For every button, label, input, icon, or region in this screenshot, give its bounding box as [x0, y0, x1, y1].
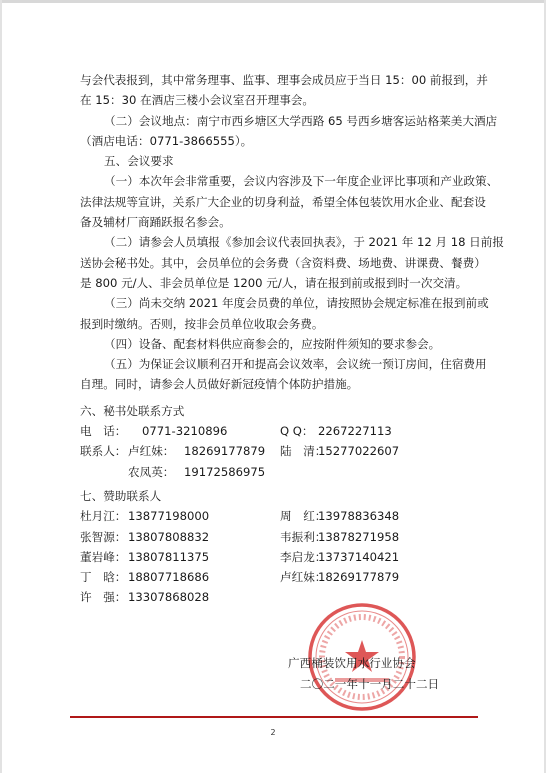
- sponsor-name: 杜月江：: [80, 509, 127, 524]
- sponsor-name: 李启龙：: [280, 549, 327, 564]
- sponsor-name: 韦振利：: [280, 529, 327, 544]
- body-line: （三）尚未交纳 2021 年度会员费的单位，请按照协会规定标准在报到前或: [104, 296, 489, 311]
- sponsor-phone: 13878271958: [318, 529, 400, 544]
- body-line: （一）本次年会非常重要，会议内容涉及下一年度企业评比事项和产业政策、: [104, 174, 499, 189]
- body-line: 送协会秘书处。其中，会员单位的会务费（含资料费、场地费、讲课费、餐费）: [80, 255, 486, 270]
- sponsor-phone: 13877198000: [128, 509, 210, 524]
- sponsor-phone: 13307868028: [128, 590, 210, 605]
- body-line: （二）请参会人员填报《参加会议代表回执表》，于 2021 年 12 月 18 日前报: [104, 235, 504, 250]
- sponsor-phone: 18807718686: [128, 570, 210, 585]
- sponsor-phone: 13807811375: [128, 549, 210, 564]
- sponsor-phone: 18269177879: [318, 570, 400, 585]
- contact-name: 农凤英：: [128, 464, 175, 479]
- sponsor-name: 董岩峰：: [80, 549, 127, 564]
- phone-label: 电 话：: [80, 424, 127, 439]
- body-line: 与会代表报到，其中常务理事、监事、理事会成员应于当日 15：00 前报到，并: [80, 73, 488, 87]
- body-line: 备及辅材厂商踊跃报名参会。: [80, 215, 231, 230]
- contact-name: 陆 清：: [280, 444, 327, 459]
- sponsor-phone: 13737140421: [318, 549, 400, 564]
- sponsor-name: 丁 晗：: [80, 570, 127, 585]
- body-line: 自理。同时，请参会人员做好新冠疫情个体防护措施。: [80, 377, 359, 392]
- sponsor-name: 张智源：: [80, 529, 127, 544]
- contact-phone: 15277022607: [318, 444, 400, 459]
- section-heading-5: 五、会议要求: [104, 154, 174, 169]
- sponsor-row: [80, 506, 480, 526]
- body-line: （五）为保证会议顺利召开和提高会议效率，会议统一预订房间，住宿费用: [104, 357, 487, 372]
- page-edge-left: [0, 0, 2, 773]
- sponsor-row: [80, 567, 480, 587]
- secretariat-contact-row: [80, 441, 480, 461]
- qq-value: 2267227113: [318, 424, 392, 439]
- signature-date: 二〇二一年十一月二十二日: [300, 677, 440, 691]
- sponsor-name: 周 红：: [280, 509, 327, 524]
- phone-value: 0771-3210896: [142, 424, 228, 439]
- signature-organization: 广西桶装饮用水行业协会: [288, 656, 416, 670]
- body-line: （二）会议地点：南宁市西乡塘区大学西路 65 号西乡塘客运站格莱美大酒店: [104, 113, 498, 128]
- sponsor-phone: 13807808832: [128, 529, 210, 544]
- document-body: [80, 70, 504, 608]
- secretariat-phone-row: [80, 421, 480, 441]
- qq-label: Q Q：: [280, 424, 314, 439]
- sponsor-row: [80, 547, 480, 567]
- body-line: 报到时缴纳。否则，按非会员单位收取会务费。: [80, 316, 324, 331]
- sponsor-name: 卢红妹：: [280, 570, 327, 585]
- footer-divider: [70, 716, 478, 718]
- body-line: （四）设备、配套材料供应商参会的，应按附件须知的要求参会。: [104, 336, 441, 351]
- contact-label: 联系人：: [80, 444, 127, 459]
- body-line: 在 15：30 在酒店三楼小会议室召开理事会。: [80, 93, 314, 108]
- contact-name: 卢红妹：: [128, 444, 175, 459]
- contact-phone: 19172586975: [184, 464, 266, 479]
- page-number: 2: [270, 728, 276, 737]
- section-heading-6: 六、秘书处联系方式: [80, 403, 185, 418]
- body-line: 法律法规等宣讲，关系广大企业的切身利益，希望全体包装饮用水企业、配套设: [80, 194, 486, 209]
- sponsor-row: [80, 587, 480, 607]
- sponsor-phone: 13978836348: [318, 509, 400, 524]
- sponsor-row: [80, 527, 480, 547]
- contact-phone: 18269177879: [184, 444, 266, 459]
- body-line: （酒店电话：0771-3866555）。: [80, 133, 253, 148]
- sponsor-name: 许 强：: [80, 590, 127, 605]
- body-line: 是 800 元/人、非会员单位是 1200 元/人，请在报到前或报到时一次交清。: [80, 275, 468, 290]
- secretariat-contact-row: [80, 462, 480, 482]
- section-heading-7: 七、赞助联系人: [80, 488, 162, 503]
- page-edge-top: [0, 0, 546, 3]
